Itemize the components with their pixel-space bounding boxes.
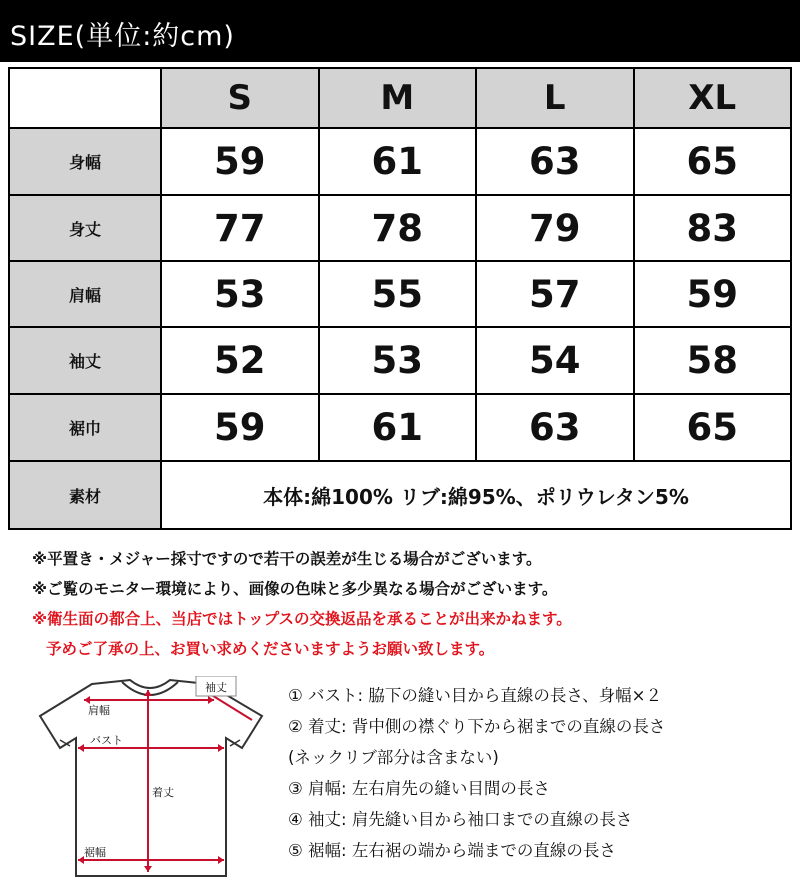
column-header-m: M bbox=[319, 68, 477, 128]
table-cell: 59 bbox=[161, 394, 319, 461]
diagram-shoulder-label: 肩幅 bbox=[88, 704, 110, 717]
note-monitor: ※ご覧のモニター環境により、画像の色味と多少異なる場合がございます。 bbox=[32, 580, 558, 598]
legend-item-length: ② 着丈: 背中側の襟ぐり下から裾までの直線の長さ bbox=[288, 717, 666, 736]
table-cell: 83 bbox=[634, 195, 792, 261]
legend-item-hem: ⑤ 裾幅: 左右裾の端から端までの直線の長さ bbox=[288, 841, 616, 860]
table-cell: 52 bbox=[161, 327, 319, 394]
table-cell: 77 bbox=[161, 195, 319, 261]
table-cell: 53 bbox=[161, 261, 319, 327]
diagram-sleeve-label: 袖丈 bbox=[205, 681, 227, 694]
row-label: 袖丈 bbox=[9, 327, 161, 394]
table-cell: 78 bbox=[319, 195, 477, 261]
table-corner-cell bbox=[9, 68, 161, 128]
table-cell: 61 bbox=[319, 128, 477, 195]
table-cell: 59 bbox=[161, 128, 319, 195]
diagram-length-label: 着丈 bbox=[152, 786, 174, 799]
size-header bbox=[0, 0, 800, 62]
table-row bbox=[9, 261, 791, 327]
notes bbox=[32, 544, 572, 664]
column-header-l: L bbox=[476, 68, 634, 128]
row-label: 身幅 bbox=[9, 128, 161, 195]
diagram-hem-label: 裾幅 bbox=[84, 846, 106, 859]
column-header-xl: XL bbox=[634, 68, 792, 128]
table-cell: 61 bbox=[319, 394, 477, 461]
table-cell: 65 bbox=[634, 128, 792, 195]
row-label: 肩幅 bbox=[9, 261, 161, 327]
note-no-returns: ※衛生面の都合上、当店ではトップスの交換返品を承ることが出来かねます。 bbox=[32, 610, 572, 628]
table-cell: 54 bbox=[476, 327, 634, 394]
table-header-row bbox=[9, 68, 791, 128]
material-label: 素材 bbox=[9, 461, 161, 529]
material-row bbox=[9, 461, 791, 529]
table-row bbox=[9, 394, 791, 461]
table-row bbox=[9, 327, 791, 394]
table-row bbox=[9, 195, 791, 261]
table-cell: 55 bbox=[319, 261, 477, 327]
row-label: 身丈 bbox=[9, 195, 161, 261]
measurement-legend bbox=[288, 680, 665, 866]
table-row bbox=[9, 128, 791, 195]
table-cell: 63 bbox=[476, 394, 634, 461]
table-cell: 59 bbox=[634, 261, 792, 327]
size-title: SIZE(単位:約cm) bbox=[10, 21, 235, 52]
note-measurement: ※平置き・メジャー採寸ですので若干の誤差が生じる場合がございます。 bbox=[32, 550, 542, 568]
column-header-s: S bbox=[161, 68, 319, 128]
table-cell: 57 bbox=[476, 261, 634, 327]
diagram-bust-label: バスト bbox=[90, 734, 123, 747]
size-table bbox=[8, 67, 792, 530]
table-cell: 65 bbox=[634, 394, 792, 461]
shirt-outline-icon bbox=[30, 676, 270, 881]
table-cell: 63 bbox=[476, 128, 634, 195]
row-label: 裾巾 bbox=[9, 394, 161, 461]
table-cell: 58 bbox=[634, 327, 792, 394]
table-cell: 53 bbox=[319, 327, 477, 394]
material-value: 本体:綿100% リブ:綿95%、ポリウレタン5% bbox=[161, 461, 791, 529]
legend-item-length-note: (ネックリブ部分は含まない) bbox=[288, 748, 499, 767]
legend-item-sleeve: ④ 袖丈: 肩先縫い目から袖口までの直線の長さ bbox=[288, 810, 633, 829]
shirt-diagram bbox=[30, 676, 270, 881]
legend-item-shoulder: ③ 肩幅: 左右肩先の縫い目間の長さ bbox=[288, 779, 550, 798]
legend-item-bust: ① バスト: 脇下の縫い目から直線の長さ、身幅×２ bbox=[288, 686, 663, 705]
note-acknowledge: 予めご了承の上、お買い求めくださいますようお願い致します。 bbox=[46, 640, 495, 658]
table-cell: 79 bbox=[476, 195, 634, 261]
